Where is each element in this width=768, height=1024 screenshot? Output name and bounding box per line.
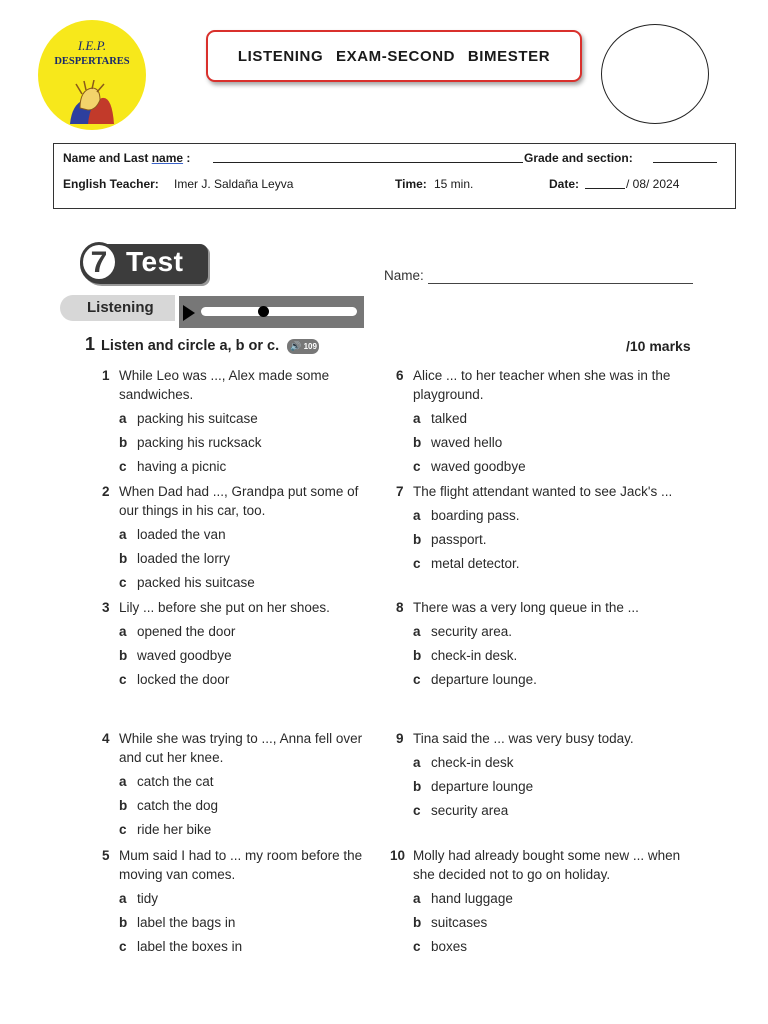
option-letter: a: [413, 755, 421, 770]
option-letter: a: [413, 891, 421, 906]
name-field[interactable]: [213, 151, 523, 166]
answer-option[interactable]: [413, 937, 686, 956]
test-number: 7: [80, 242, 118, 282]
grade-label: Grade and section:: [524, 151, 633, 165]
teacher-value: Imer J. Saldaña Leyva: [174, 177, 294, 191]
audio-progress-track[interactable]: [201, 307, 357, 316]
question-7: [396, 482, 686, 573]
option-text: locked the door: [137, 672, 230, 687]
answer-option[interactable]: [413, 801, 686, 820]
question-number: 6: [396, 368, 404, 383]
option-text: having a picnic: [137, 459, 227, 474]
option-text: label the boxes in: [137, 939, 243, 954]
answer-option[interactable]: [119, 796, 377, 815]
question-stem: While she was trying to ..., Anna fell over and cut her knee.: [119, 731, 363, 765]
grade-field[interactable]: [653, 151, 717, 166]
answer-option[interactable]: [119, 622, 377, 641]
answer-option[interactable]: [413, 646, 686, 665]
student-info-box: [53, 143, 736, 209]
option-text: waved hello: [431, 435, 503, 450]
option-letter: b: [119, 435, 128, 450]
logo-line2: DESPERTARES: [54, 56, 130, 67]
instruction-text: Listen and circle a, b or c.: [101, 338, 280, 354]
answer-option[interactable]: [119, 889, 377, 908]
option-letter: a: [119, 411, 127, 426]
logo-emblem-icon: [66, 80, 118, 128]
school-logo: [38, 20, 146, 130]
teacher-label: English Teacher:: [63, 177, 159, 191]
option-text: ride her bike: [137, 822, 212, 837]
date-label: Date:: [549, 177, 580, 191]
play-icon[interactable]: [183, 305, 195, 321]
option-letter: a: [119, 527, 127, 542]
question-stem: Tina said the ... was very busy today.: [413, 731, 634, 746]
option-text: opened the door: [137, 624, 236, 639]
question-stem: The flight attendant wanted to see Jack's ...: [413, 484, 673, 499]
option-text: packed his suitcase: [137, 575, 255, 590]
test-badge: [80, 244, 208, 284]
answer-option[interactable]: [413, 457, 686, 476]
question-stem: Lily ... before she put on her shoes.: [119, 600, 330, 615]
answer-option[interactable]: [413, 554, 686, 573]
option-text: talked: [431, 411, 468, 426]
option-letter: b: [413, 435, 422, 450]
option-text: label the bags in: [137, 915, 236, 930]
option-text: catch the cat: [137, 774, 214, 789]
answer-option[interactable]: [413, 777, 686, 796]
audio-track-badge: 🔊 109: [287, 339, 319, 354]
question-stem: There was a very long queue in the ...: [413, 600, 639, 615]
option-text: passport.: [431, 532, 487, 547]
question-stem: Alice ... to her teacher when she was in the playground.: [413, 368, 671, 402]
answer-option[interactable]: [413, 889, 686, 908]
option-letter: c: [119, 459, 127, 474]
question-number: 7: [396, 484, 404, 499]
option-text: hand luggage: [431, 891, 513, 906]
option-text: departure lounge.: [431, 672, 537, 687]
question-number: 5: [102, 848, 110, 863]
option-text: loaded the lorry: [137, 551, 231, 566]
question-stem: While Leo was ..., Alex made some sandwiches.: [119, 368, 330, 402]
option-text: catch the dog: [137, 798, 219, 813]
question-number: 9: [396, 731, 404, 746]
section-tab-listening: Listening: [60, 295, 175, 321]
option-text: departure lounge: [431, 779, 534, 794]
sheet-name-field[interactable]: [428, 283, 693, 284]
option-text: waved goodbye: [137, 648, 232, 663]
sheet-name-label: Name:: [384, 268, 424, 283]
answer-option[interactable]: [413, 409, 686, 428]
option-letter: c: [413, 672, 421, 687]
option-letter: c: [119, 575, 127, 590]
option-letter: b: [413, 779, 422, 794]
option-letter: c: [413, 556, 421, 571]
option-text: tidy: [137, 891, 159, 906]
question-2: [102, 482, 377, 592]
question-number: 2: [102, 484, 110, 499]
time-value: 15 min.: [434, 177, 474, 191]
option-text: check-in desk: [431, 755, 514, 770]
question-number: 10: [390, 848, 406, 863]
question-number: 1: [102, 368, 110, 383]
question-3: [102, 598, 377, 689]
option-text: waved goodbye: [431, 459, 526, 474]
photo-circle: [601, 24, 709, 124]
option-letter: c: [413, 459, 421, 474]
question-stem: Molly had already bought some new ... when she decided not to go on holiday.: [413, 848, 681, 882]
question-number: 3: [102, 600, 110, 615]
answer-option[interactable]: [413, 530, 686, 549]
question-6: [396, 366, 686, 476]
question-number: 4: [102, 731, 110, 746]
option-text: boarding pass.: [431, 508, 520, 523]
marks-label: /10 marks: [626, 338, 691, 354]
logo-line1: I.E.P.: [77, 38, 107, 53]
option-text: security area: [431, 803, 509, 818]
answer-option[interactable]: [119, 820, 377, 839]
answer-option[interactable]: [119, 646, 377, 665]
option-letter: a: [413, 411, 421, 426]
option-letter: c: [119, 939, 127, 954]
time-label: Time:: [395, 177, 427, 191]
option-letter: a: [119, 624, 127, 639]
answer-option[interactable]: [119, 913, 377, 932]
answer-option[interactable]: [413, 913, 686, 932]
date-value: / 08/ 2024: [626, 177, 680, 191]
option-letter: b: [119, 915, 128, 930]
audio-progress-knob[interactable]: [258, 306, 269, 317]
option-letter: b: [413, 648, 422, 663]
option-text: metal detector.: [431, 556, 520, 571]
answer-option[interactable]: [119, 549, 377, 568]
question-number: 8: [396, 600, 404, 615]
option-text: loaded the van: [137, 527, 226, 542]
answer-option[interactable]: [413, 753, 686, 772]
question-9: [396, 729, 686, 820]
option-letter: b: [119, 551, 128, 566]
answer-option[interactable]: [413, 670, 686, 689]
option-letter: a: [119, 891, 127, 906]
answer-option[interactable]: [119, 573, 377, 592]
question-4: [102, 729, 377, 839]
question-1: [102, 366, 377, 476]
speaker-icon: 🔊: [290, 340, 302, 351]
instruction-number: 1: [85, 334, 96, 354]
question-stem: Mum said I had to ... my room before the moving van comes.: [119, 848, 363, 882]
option-text: packing his rucksack: [137, 435, 262, 450]
option-text: boxes: [431, 939, 468, 954]
answer-option[interactable]: [413, 506, 686, 525]
option-text: packing his suitcase: [137, 411, 258, 426]
option-text: suitcases: [431, 915, 488, 930]
option-letter: a: [413, 508, 421, 523]
option-letter: c: [413, 803, 421, 818]
answer-option[interactable]: [119, 772, 377, 791]
test-word: Test: [126, 246, 184, 277]
option-letter: c: [413, 939, 421, 954]
option-letter: c: [119, 672, 127, 687]
answer-option[interactable]: [413, 622, 686, 641]
exam-title: LISTENING EXAM-SECOND BIMESTER: [237, 47, 551, 65]
question-5: [102, 846, 377, 956]
option-letter: b: [413, 532, 422, 547]
option-text: security area.: [431, 624, 513, 639]
question-10: [390, 846, 686, 956]
answer-option[interactable]: [119, 525, 377, 544]
question-stem: When Dad had ..., Grandpa put some of our things in his car, too.: [119, 484, 359, 518]
answer-option[interactable]: [413, 433, 686, 452]
answer-option[interactable]: [119, 457, 377, 476]
option-letter: c: [119, 822, 127, 837]
answer-option[interactable]: [119, 670, 377, 689]
option-letter: b: [119, 798, 128, 813]
option-letter: a: [119, 774, 127, 789]
answer-option[interactable]: [119, 409, 377, 428]
date-field[interactable]: [585, 177, 625, 192]
answer-option[interactable]: [119, 433, 377, 452]
name-label: Name and Last name :: [63, 151, 191, 165]
audio-player[interactable]: [179, 296, 364, 328]
option-letter: b: [119, 648, 128, 663]
option-letter: b: [413, 915, 422, 930]
option-letter: a: [413, 624, 421, 639]
question-8: [396, 598, 686, 689]
answer-option[interactable]: [119, 937, 377, 956]
option-text: check-in desk.: [431, 648, 518, 663]
exam-title-box: [206, 30, 582, 82]
instruction: [85, 334, 319, 355]
